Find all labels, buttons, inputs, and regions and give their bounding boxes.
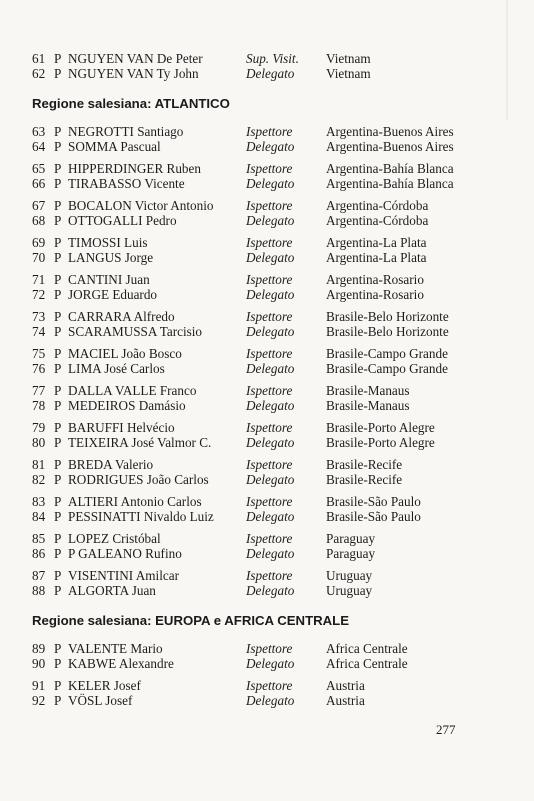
participant-province: Brasile-Recife <box>326 472 403 487</box>
entry-number: 71 <box>32 272 46 287</box>
participant-role: Delegato <box>246 361 295 376</box>
province-group <box>32 272 462 302</box>
participant-row <box>32 161 462 176</box>
entry-title: P <box>54 309 62 324</box>
participant-row <box>32 641 462 656</box>
province-group <box>32 383 462 413</box>
participant-province: Paraguay <box>326 531 376 546</box>
province-group <box>32 641 462 671</box>
participant-role: Delegato <box>246 176 295 191</box>
participant-row <box>32 656 462 671</box>
entry-title: P <box>54 51 62 66</box>
province-group <box>32 161 462 191</box>
participant-row <box>32 531 462 546</box>
province-group <box>32 51 462 81</box>
province-group <box>32 678 462 708</box>
participant-name: ALTIERI Antonio Carlos <box>68 494 202 509</box>
entry-title: P <box>54 420 62 435</box>
participant-province: Austria <box>326 678 365 693</box>
participant-name: MACIEL João Bosco <box>68 346 182 361</box>
participant-name: HIPPERDINGER Ruben <box>68 161 201 176</box>
participant-row <box>32 235 462 250</box>
entry-number: 66 <box>32 176 46 191</box>
entry-number: 78 <box>32 398 46 413</box>
participant-role: Delegato <box>246 324 295 339</box>
entry-number: 77 <box>32 383 46 398</box>
participant-row <box>32 546 462 561</box>
participant-province: Argentina-Bahía Blanca <box>326 176 454 191</box>
entry-title: P <box>54 176 62 191</box>
participant-role: Delegato <box>246 250 295 265</box>
participant-row <box>32 176 462 191</box>
participant-role: Ispettore <box>246 124 293 139</box>
participant-row <box>32 583 462 598</box>
entry-number: 75 <box>32 346 46 361</box>
participant-row <box>32 324 462 339</box>
participant-province: Argentina-Bahía Blanca <box>326 161 454 176</box>
entry-title: P <box>54 361 62 376</box>
participant-province: Brasile-Belo Horizonte <box>326 324 449 339</box>
participant-province: Brasile-São Paulo <box>326 509 421 524</box>
entry-number: 88 <box>32 583 46 598</box>
entry-title: P <box>54 693 62 708</box>
participant-name: VISENTINI Amilcar <box>68 568 179 583</box>
participant-role: Ispettore <box>246 346 293 361</box>
participant-name: P GALEANO Rufino <box>68 546 182 561</box>
participant-province: Brasile-Manaus <box>326 398 410 413</box>
participant-row <box>32 272 462 287</box>
entry-number: 89 <box>32 641 46 656</box>
participant-role: Ispettore <box>246 309 293 324</box>
participant-row <box>32 309 462 324</box>
entry-title: P <box>54 494 62 509</box>
region-section <box>32 51 462 81</box>
entry-title: P <box>54 641 62 656</box>
entry-title: P <box>54 546 62 561</box>
entry-number: 85 <box>32 531 46 546</box>
entry-title: P <box>54 435 62 450</box>
participant-province: Argentina-Córdoba <box>326 213 429 228</box>
participant-row <box>32 198 462 213</box>
participant-name: BREDA Valerio <box>68 457 154 472</box>
participant-name: BOCALON Victor Antonio <box>68 198 214 213</box>
participant-province: Austria <box>326 693 365 708</box>
province-group <box>32 124 462 154</box>
participant-name: DALLA VALLE Franco <box>68 383 197 398</box>
participant-name: VÖSL Josef <box>68 693 133 708</box>
region-section <box>32 96 462 598</box>
participant-role: Ispettore <box>246 531 293 546</box>
region-heading: Regione salesiana: ATLANTICO <box>32 96 230 111</box>
participant-name: KELER Josef <box>68 678 141 693</box>
entry-number: 80 <box>32 435 46 450</box>
participant-role: Delegato <box>246 287 295 302</box>
participant-role: Ispettore <box>246 235 293 250</box>
entry-title: P <box>54 531 62 546</box>
participant-role: Ispettore <box>246 678 293 693</box>
participant-name: MEDEIROS Damásio <box>68 398 186 413</box>
participant-name: RODRIGUES João Carlos <box>68 472 209 487</box>
participant-name: BARUFFI Helvécio <box>68 420 175 435</box>
participant-role: Sup. Visit. <box>246 51 299 66</box>
entry-number: 65 <box>32 161 46 176</box>
participant-row <box>32 678 462 693</box>
entry-number: 90 <box>32 656 46 671</box>
participant-role: Delegato <box>246 693 295 708</box>
entry-number: 67 <box>32 198 46 213</box>
participant-name: VALENTE Mario <box>68 641 163 656</box>
participant-role: Delegato <box>246 546 295 561</box>
participant-province: Argentina-Rosario <box>326 272 424 287</box>
participant-province: Brasile-Porto Alegre <box>326 420 435 435</box>
participant-role: Ispettore <box>246 420 293 435</box>
participant-province: Brasile-Campo Grande <box>326 346 448 361</box>
participant-role: Delegato <box>246 213 295 228</box>
participant-province: Argentina-Buenos Aires <box>326 139 454 154</box>
participant-role: Ispettore <box>246 494 293 509</box>
province-group <box>32 568 462 598</box>
participant-name: KABWE Alexandre <box>68 656 174 671</box>
participant-role: Delegato <box>246 139 295 154</box>
entry-title: P <box>54 457 62 472</box>
participant-row <box>32 457 462 472</box>
entry-title: P <box>54 509 62 524</box>
entry-title: P <box>54 161 62 176</box>
entry-title: P <box>54 198 62 213</box>
region-heading: Regione salesiana: EUROPA e AFRICA CENTRALE <box>32 613 350 628</box>
entry-title: P <box>54 346 62 361</box>
entry-number: 76 <box>32 361 46 376</box>
entry-title: P <box>54 678 62 693</box>
participant-role: Delegato <box>246 583 295 598</box>
participant-province: Argentina-Buenos Aires <box>326 124 454 139</box>
participant-province: Africa Centrale <box>326 641 408 656</box>
entry-title: P <box>54 250 62 265</box>
participant-row <box>32 693 462 708</box>
participant-province: Uruguay <box>326 568 373 583</box>
entry-title: P <box>54 287 62 302</box>
participant-row <box>32 420 462 435</box>
entry-title: P <box>54 383 62 398</box>
entry-title: P <box>54 583 62 598</box>
participant-role: Delegato <box>246 398 295 413</box>
participant-role: Ispettore <box>246 198 293 213</box>
participant-role: Ispettore <box>246 383 293 398</box>
province-group <box>32 494 462 524</box>
participant-name: NEGROTTI Santiago <box>68 124 184 139</box>
participant-role: Ispettore <box>246 457 293 472</box>
participant-row <box>32 287 462 302</box>
entry-number: 91 <box>32 678 46 693</box>
participant-name: SCARAMUSSA Tarcisio <box>68 324 203 339</box>
entry-number: 69 <box>32 235 46 250</box>
participant-row <box>32 383 462 398</box>
participant-row <box>32 139 462 154</box>
entry-number: 87 <box>32 568 46 583</box>
participant-name: LOPEZ Cristóbal <box>68 531 161 546</box>
entry-number: 74 <box>32 324 46 339</box>
participant-province: Argentina-Rosario <box>326 287 424 302</box>
participant-province: Argentina-Córdoba <box>326 198 429 213</box>
entry-title: P <box>54 66 62 81</box>
participant-role: Delegato <box>246 435 295 450</box>
participant-name: NGUYEN VAN Ty John <box>68 66 199 81</box>
participant-name: CARRARA Alfredo <box>68 309 175 324</box>
participant-row <box>32 213 462 228</box>
entry-number: 63 <box>32 124 46 139</box>
entry-title: P <box>54 272 62 287</box>
participant-name: JORGE Eduardo <box>68 287 158 302</box>
entry-title: P <box>54 568 62 583</box>
entry-title: P <box>54 139 62 154</box>
entry-title: P <box>54 472 62 487</box>
participant-role: Ispettore <box>246 641 293 656</box>
participant-province: Argentina-La Plata <box>326 235 427 250</box>
participant-row <box>32 66 462 81</box>
entry-number: 92 <box>32 693 46 708</box>
entry-number: 81 <box>32 457 46 472</box>
participant-row <box>32 361 462 376</box>
province-group <box>32 531 462 561</box>
entry-number: 70 <box>32 250 46 265</box>
entry-title: P <box>54 124 62 139</box>
participant-row <box>32 124 462 139</box>
region-section <box>32 613 462 708</box>
participant-row <box>32 435 462 450</box>
entry-title: P <box>54 324 62 339</box>
entry-number: 83 <box>32 494 46 509</box>
participant-role: Delegato <box>246 509 295 524</box>
participant-row <box>32 509 462 524</box>
province-group <box>32 457 462 487</box>
participant-province: Paraguay <box>326 546 376 561</box>
participant-province: Brasile-Manaus <box>326 383 410 398</box>
participant-role: Delegato <box>246 472 295 487</box>
participant-province: Brasile-Recife <box>326 457 403 472</box>
participant-province: Brasile-Campo Grande <box>326 361 448 376</box>
entry-number: 68 <box>32 213 46 228</box>
participant-row <box>32 398 462 413</box>
participant-role: Ispettore <box>246 272 293 287</box>
participant-row <box>32 494 462 509</box>
participant-name: SOMMA Pascual <box>68 139 161 154</box>
participant-name: CANTINI Juan <box>68 272 150 287</box>
participant-province: Brasile-Belo Horizonte <box>326 309 449 324</box>
participant-row <box>32 568 462 583</box>
entry-number: 64 <box>32 139 46 154</box>
participant-role: Delegato <box>246 66 295 81</box>
page-crease <box>506 0 508 120</box>
participant-province: Brasile-São Paulo <box>326 494 421 509</box>
participant-role: Ispettore <box>246 568 293 583</box>
participant-row <box>32 250 462 265</box>
participant-province: Argentina-La Plata <box>326 250 427 265</box>
participant-name: NGUYEN VAN De Peter <box>68 51 203 66</box>
entry-number: 72 <box>32 287 46 302</box>
entry-number: 79 <box>32 420 46 435</box>
province-group <box>32 346 462 376</box>
participant-province: Vietnam <box>326 66 371 81</box>
participant-name: TIRABASSO Vicente <box>68 176 185 191</box>
participant-name: ALGORTA Juan <box>68 583 156 598</box>
participant-province: Africa Centrale <box>326 656 408 671</box>
entry-number: 86 <box>32 546 46 561</box>
participant-name: LANGUS Jorge <box>68 250 154 265</box>
participant-list <box>32 51 462 715</box>
province-group <box>32 420 462 450</box>
province-group <box>32 309 462 339</box>
page-number: 277 <box>436 722 456 737</box>
participant-name: PESSINATTI Nivaldo Luiz <box>68 509 214 524</box>
entry-number: 62 <box>32 66 46 81</box>
entry-number: 61 <box>32 51 46 66</box>
participant-province: Brasile-Porto Alegre <box>326 435 435 450</box>
entry-title: P <box>54 235 62 250</box>
participant-row <box>32 472 462 487</box>
province-group <box>32 235 462 265</box>
participant-row <box>32 346 462 361</box>
participant-name: TIMOSSI Luis <box>68 235 148 250</box>
province-group <box>32 198 462 228</box>
participant-province: Uruguay <box>326 583 373 598</box>
participant-role: Delegato <box>246 656 295 671</box>
participant-name: TEIXEIRA José Valmor C. <box>68 435 212 450</box>
entry-title: P <box>54 213 62 228</box>
entry-title: P <box>54 398 62 413</box>
entry-number: 73 <box>32 309 46 324</box>
entry-number: 82 <box>32 472 46 487</box>
entry-number: 84 <box>32 509 46 524</box>
entry-title: P <box>54 656 62 671</box>
participant-row <box>32 51 462 66</box>
participant-role: Ispettore <box>246 161 293 176</box>
participant-province: Vietnam <box>326 51 371 66</box>
participant-name: LIMA José Carlos <box>68 361 165 376</box>
participant-name: OTTOGALLI Pedro <box>68 213 177 228</box>
